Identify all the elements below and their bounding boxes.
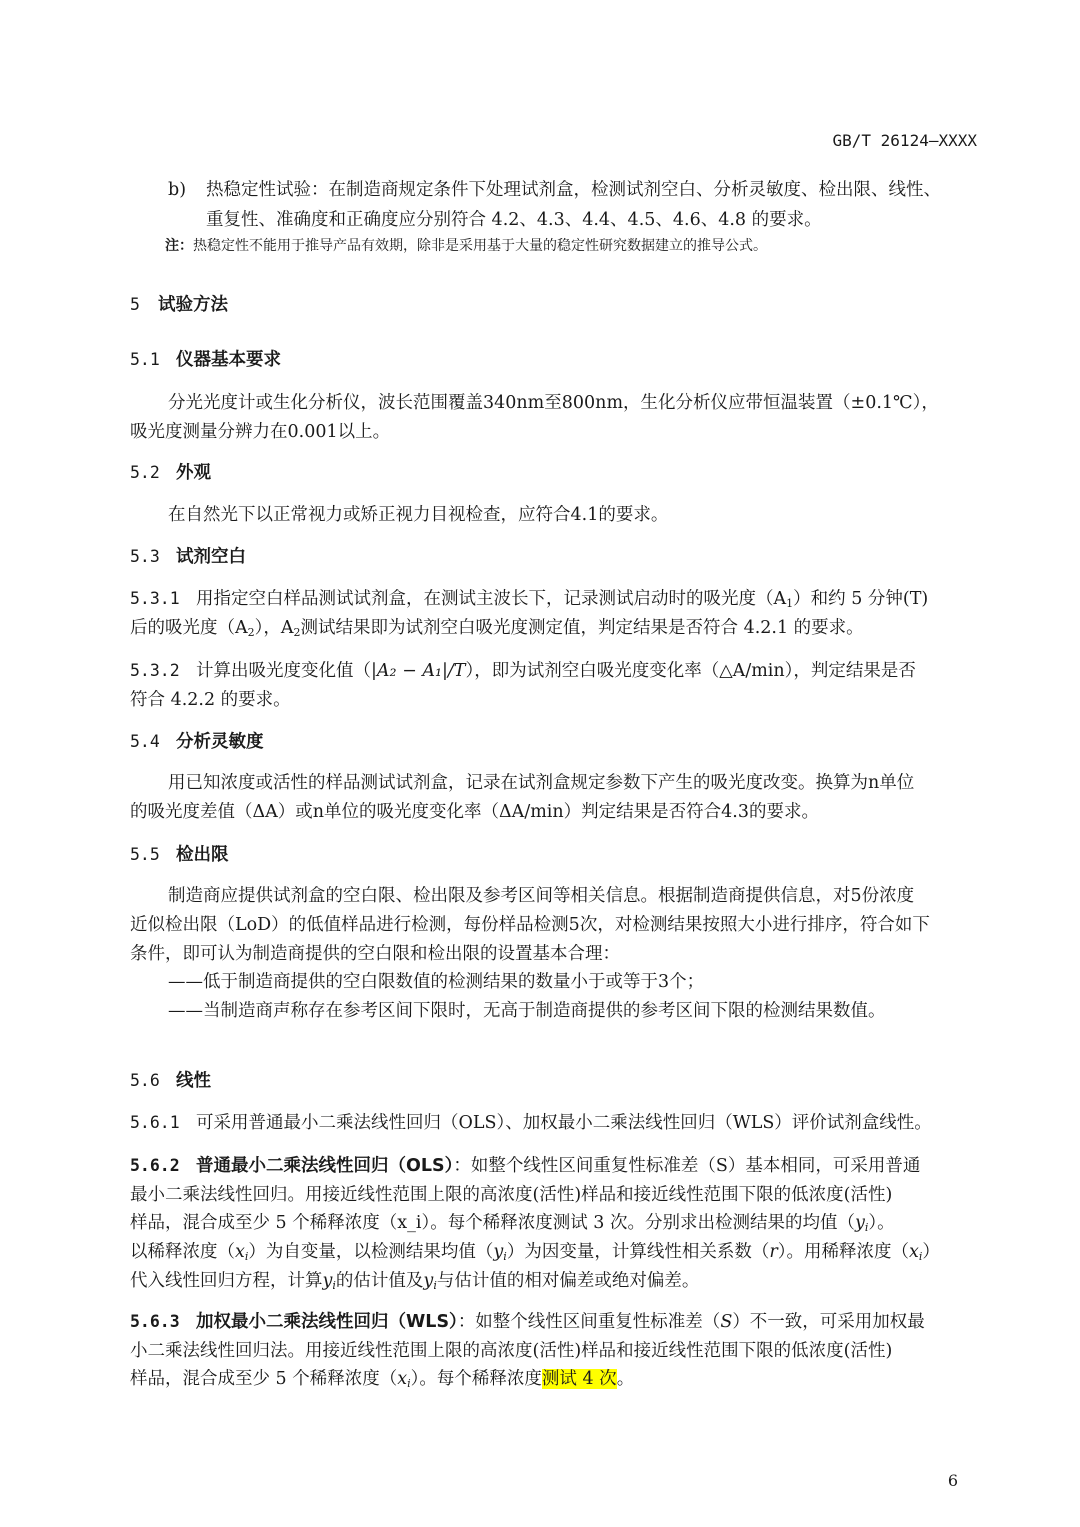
note-text: 热稳定性不能用于推导产品有效期，除非是采用基于大量的稳定性研究数据建立的推导公式。 <box>193 238 767 254</box>
var-subscript: i <box>864 1221 869 1234</box>
var-subscript: i <box>244 1250 249 1263</box>
list-label: b) <box>168 180 187 200</box>
var-r: r <box>769 1242 778 1262</box>
text: 测试结果即为试剂空白吸光度测定值，判定结果是否符合 4.2.1 的要求。 <box>300 618 864 638</box>
var-subscript: i <box>407 1377 411 1390</box>
section-5-6-heading <box>130 1066 211 1096</box>
paragraph-line: 的吸光度差值（ΔA）或n单位的吸光度变化率（ΔA/min）判定结果是否符合4.3的要求。 <box>130 802 820 822</box>
dash-item: ——当制造商声称存在参考区间下限时，无高于制造商提供的参考区间下限的检测结果数值。 <box>168 1001 886 1021</box>
text: 以稀释浓度（ <box>130 1242 235 1262</box>
page-number: 6 <box>947 1471 958 1490</box>
section-title: 试剂空白 <box>176 547 246 567</box>
paragraph-line: 条件，即可认为制造商提供的空白限和检出限的设置基本合理： <box>130 944 620 964</box>
section-number: 5.5 <box>130 845 160 864</box>
subscript: 2 <box>293 626 301 639</box>
text: ：如整个线性区间重复性标准差（S）基本相同，可采用普通 <box>453 1156 921 1176</box>
var-subscript: i <box>433 1279 437 1292</box>
section-title: 外观 <box>176 463 211 483</box>
section-number: 5.2 <box>130 463 160 482</box>
text: ：如整个线性区间重复性标准差（ <box>457 1312 721 1332</box>
text: ）。每个稀释浓度 <box>410 1369 542 1389</box>
clause-title: 普通最小二乘法线性回归（OLS） <box>196 1156 454 1176</box>
text: ） <box>922 1242 940 1262</box>
list-text-line1: 热稳定性试验：在制造商规定条件下处理试剂盒，检测试剂空白、分析灵敏度、检出限、线性、 <box>206 180 941 200</box>
section-5-2-heading <box>130 458 211 488</box>
text: ），即为试剂空白吸光度变化率（△A/min），判定结果是否 <box>465 661 916 681</box>
text: 计算出吸光度变化值（ <box>196 661 371 681</box>
text: ）为因变量，计算线性相关系数（ <box>506 1242 770 1262</box>
text: ）和约 5 分钟(T) <box>793 589 929 609</box>
clause-number: 5.3.2 <box>130 661 180 680</box>
paragraph-line: 在自然光下以正常视力或矫正视力目视检查，应符合4.1的要求。 <box>168 505 669 525</box>
section-5-1-heading <box>130 345 281 375</box>
list-text-line2: 重复性、准确度和正确度应分别符合 4.2、4.3、4.4、4.5、4.6、4.8 的要求。 <box>206 210 822 230</box>
text: 样品，混合成至少 5 个稀释浓度（ <box>130 1369 398 1389</box>
text: ）为自变量，以检测结果均值（ <box>248 1242 494 1262</box>
paragraph-line: 最小二乘法线性回归。用接近线性范围上限的高浓度(活性)样品和接近线性范围下限的低浓度(活性) <box>130 1185 893 1205</box>
paragraph-line: 吸光度测量分辨力在0.001以上。 <box>130 422 391 442</box>
section-title: 分析灵敏度 <box>176 732 264 752</box>
text: 与估计值的相对偏差或绝对偏差。 <box>436 1271 700 1291</box>
highlighted-text: 测试 4 次 <box>541 1369 617 1389</box>
paragraph-line <box>130 1266 699 1301</box>
section-5-heading <box>130 290 228 320</box>
var-x: x <box>235 1242 245 1262</box>
formula: |A₂ − A₁|/T <box>371 661 466 681</box>
paragraph-line: 分光光度计或生化分析仪，波长范围覆盖340nm至800nm，生化分析仪应带恒温装置（±0.1℃）， <box>168 393 939 413</box>
var-y: y <box>493 1242 504 1262</box>
text: ）不一致，可采用加权最 <box>732 1312 925 1332</box>
document-code: GB/T 26124—XXXX <box>832 131 977 150</box>
text: 的估计值及 <box>335 1271 424 1291</box>
text: 后的吸光度（A <box>130 618 248 638</box>
clause-number: 5.6.1 <box>130 1113 180 1132</box>
clause-5-6-2-line1 <box>130 1151 920 1181</box>
note-label: 注： <box>165 238 193 254</box>
section-number: 5.1 <box>130 350 160 369</box>
text: ）。 <box>868 1213 895 1233</box>
text: 用指定空白样品测试试剂盒，在测试主波长下，记录测试启动时的吸光度（A <box>196 589 787 609</box>
dash-item: ——低于制造商提供的空白限数值的检测结果的数量小于或等于3个； <box>168 972 705 992</box>
text: 代入线性回归方程，计算 <box>130 1271 323 1291</box>
section-title: 检出限 <box>176 845 229 865</box>
clause-5-6-1 <box>130 1108 932 1138</box>
clause-number: 5.6.3 <box>130 1312 180 1331</box>
clause-5-3-2-line1 <box>130 656 916 686</box>
var-y: y <box>854 1213 865 1233</box>
clause-5-3-1-line2 <box>130 613 864 648</box>
var-y: y <box>322 1271 333 1291</box>
text: ）。用稀释浓度（ <box>777 1242 909 1262</box>
paragraph-line: 符合 4.2.2 的要求。 <box>130 690 291 710</box>
var-subscript: i <box>332 1279 336 1292</box>
section-5-5-heading <box>130 840 229 870</box>
section-number: 5 <box>130 295 140 314</box>
var-subscript: i <box>503 1250 507 1263</box>
paragraph-line: 小二乘法线性回归法。用接近线性范围上限的高浓度(活性)样品和接近线性范围下限的低浓度(活性) <box>130 1341 893 1361</box>
note <box>165 234 767 258</box>
clause-number: 5.3.1 <box>130 589 180 608</box>
paragraph-line: 制造商应提供试剂盒的空白限、检出限及参考区间等相关信息。根据制造商提供信息，对5份浓度 <box>168 886 915 906</box>
var-S: S <box>720 1312 733 1332</box>
section-number: 5.4 <box>130 732 160 751</box>
section-title: 仪器基本要求 <box>176 350 281 370</box>
paragraph-line: 近似检出限（LoD）的低值样品进行检测，每份样品检测5次，对检测结果按照大小进行排序，符合如下 <box>130 915 930 935</box>
clause-5-6-3-line1 <box>130 1307 925 1337</box>
section-title: 线性 <box>176 1071 211 1091</box>
paragraph-line: 用已知浓度或活性的样品测试试剂盒，记录在试剂盒规定参数下产生的吸光度改变。换算为n单位 <box>168 773 915 793</box>
text: 样品，混合成至少 5 个稀释浓度（x_i）。每个稀释浓度测试 3 次。分别求出检测结果的均值（ <box>130 1213 855 1233</box>
section-5-3-heading <box>130 542 246 572</box>
section-title: 试验方法 <box>158 295 228 315</box>
clause-number: 5.6.2 <box>130 1156 180 1175</box>
text: 。 <box>616 1369 635 1389</box>
var-y: y <box>423 1271 434 1291</box>
text: 可采用普通最小二乘法线性回归（OLS）、加权最小二乘法线性回归（WLS）评价试剂盒线性。 <box>196 1113 932 1133</box>
section-number: 5.6 <box>130 1071 160 1090</box>
subscript: 2 <box>247 626 255 639</box>
list-item-b <box>168 175 941 205</box>
subscript: 1 <box>786 597 794 610</box>
text: ），A <box>254 618 294 638</box>
var-subscript: i <box>918 1250 923 1263</box>
section-number: 5.3 <box>130 547 160 566</box>
clause-title: 加权最小二乘法线性回归（WLS） <box>196 1312 458 1332</box>
paragraph-line <box>130 1364 634 1399</box>
var-x: x <box>397 1369 408 1389</box>
var-x: x <box>908 1242 919 1262</box>
section-5-4-heading <box>130 727 264 757</box>
